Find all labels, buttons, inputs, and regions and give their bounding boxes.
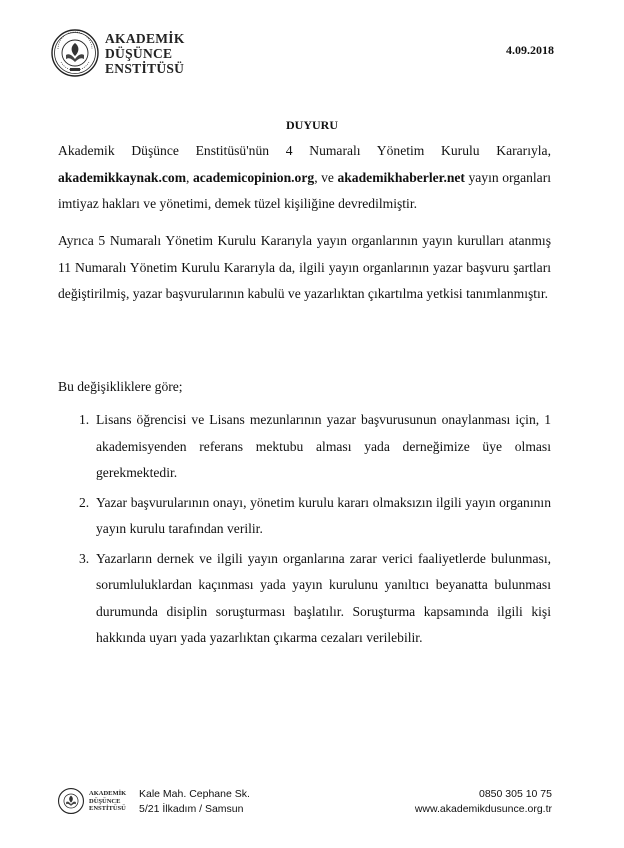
list-item bbox=[58, 546, 551, 652]
paragraph-1-text: Akademik Düşünce Enstitüsü'nün 4 Numaralı Yönetim Kurulu Kararıyla, bbox=[58, 143, 551, 158]
footer-contact bbox=[415, 787, 552, 817]
footer-seal-icon bbox=[58, 788, 84, 814]
institute-seal-icon bbox=[51, 29, 99, 77]
list-item bbox=[58, 490, 551, 543]
site-link-academicopinion: academicopinion.org bbox=[192, 169, 315, 185]
phone-number: 0850 305 10 75 bbox=[479, 788, 552, 800]
logo-line: DÜŞÜNCE bbox=[89, 797, 121, 805]
logo-line: DÜŞÜNCE bbox=[105, 46, 173, 61]
separator: , bbox=[186, 169, 193, 185]
institute-name bbox=[105, 31, 185, 76]
website-link[interactable]: www.akademikdusunce.org.tr bbox=[414, 803, 552, 815]
address-line: Kale Mah. Cephane Sk. bbox=[139, 788, 250, 800]
list-item-text: Yazarların dernek ve ilgili yayın organlarına zarar verici faaliyetlerde bulunması, sorumluluklardan kaçınması yada yayın kurulunu yanıltıcı beyanatta bulunması durumunda disiplin soruşturması başlatılır. Soruşturma kapsamında ilgili kişi hakkında uyarı yada yazarlıktan çıkarma cezaları verilebilir. bbox=[96, 550, 551, 645]
footer-address bbox=[139, 787, 250, 817]
document-date: 4.09.2018 bbox=[506, 43, 554, 57]
list-number: 1. bbox=[79, 412, 90, 427]
logo-line: AKADEMİK bbox=[105, 31, 185, 46]
logo-line: AKADEMİK bbox=[89, 790, 127, 797]
footer-institute-name bbox=[89, 790, 126, 813]
site-link-akademikhaberler: akademikhaberler.net bbox=[337, 169, 465, 185]
numbered-list bbox=[58, 407, 551, 655]
list-number: 3. bbox=[79, 550, 90, 566]
paragraph-2: Ayrıca 5 Numaralı Yönetim Kurulu Kararıyla yayın organlarının yayın kurulları atanmış 11 Numaralı Yönetim Kurulu Kararıyla da, ilgili yayın organlarının yazar başvuru şartları değiştirilmiş, yazar başvurularının kabulü ve yazarlıktan çıkartılma yetkisi tanımlanmıştır. bbox=[58, 233, 551, 301]
paragraph-1 bbox=[58, 138, 551, 218]
document-title: DUYURU bbox=[286, 118, 338, 132]
list-item-text: Lisans öğrencisi ve Lisans mezunlarının yazar başvurusunun onaylanması için, 1 akademisyenden referans mektubu alması yada derneğimize üye olması gerekmektedir. bbox=[96, 412, 551, 480]
site-link-akademikkaynak: akademikkaynak.com bbox=[58, 169, 187, 185]
logo-line: ENSTİTÜSÜ bbox=[89, 805, 126, 812]
address-line: 5/21 İlkadım / Samsun bbox=[139, 803, 244, 815]
separator: , ve bbox=[314, 169, 338, 185]
list-item bbox=[58, 407, 551, 487]
logo-line: ENSTİTÜSÜ bbox=[105, 61, 185, 76]
list-number: 2. bbox=[79, 494, 90, 510]
paragraph-1-tail: yayın organları imtiyaz hakları ve yönetimi, demek tüzel kişiliğine devredilmiştir. bbox=[58, 169, 552, 211]
list-intro: Bu değişikliklere göre; bbox=[58, 379, 183, 394]
list-item-text: Yazar başvurularının onayı, yönetim kurulu kararı olmaksızın ilgili yayın organının yayın kurulu tarafından verilir. bbox=[96, 494, 551, 536]
